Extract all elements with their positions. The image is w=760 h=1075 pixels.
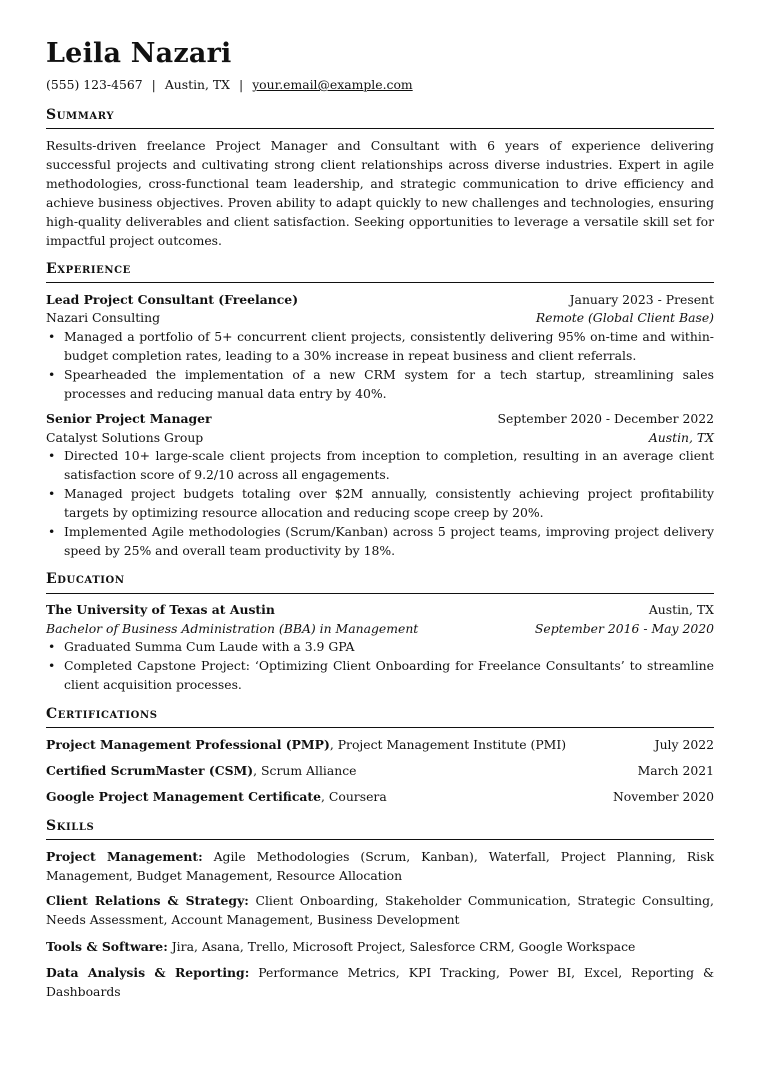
list-item [46, 327, 714, 365]
job-header [46, 290, 714, 309]
list-item [46, 656, 714, 694]
certification-date: November 2020 [612, 789, 714, 804]
certification-name: Project Management Professional (PMP) [46, 737, 330, 752]
section-divider [46, 282, 714, 283]
certification-row [46, 787, 714, 806]
school-name: The University of Texas at Austin [46, 602, 275, 617]
section-divider [46, 128, 714, 129]
certification-name: Google Project Management Certificate [46, 789, 321, 804]
skill-row [46, 937, 714, 956]
list-item [46, 637, 714, 656]
section-divider [46, 839, 714, 840]
section-title-experience: Experience [46, 261, 131, 277]
certification-row [46, 761, 714, 780]
skill-label: Data Analysis & Reporting: [46, 965, 250, 980]
bullet-text: Directed 10+ large-scale client projects from inception to completion, resulting in an average client satisfaction score of 9.2/10 across all engagements. [64, 448, 714, 482]
bullet-text: Managed project budgets totaling over $2M annually, consistently achieving project profitability targets by optimizing resource allocation and reducing scope creep by 20%. [64, 486, 714, 520]
section-title-skills: Skills [46, 818, 95, 834]
bullet-text: Spearheaded the implementation of a new CRM system for a tech startup, streamlining sales processes and reducing manual data entry by 40%. [64, 367, 714, 401]
section-divider [46, 727, 714, 728]
education-dates: September 2016 - May 2020 [534, 621, 714, 636]
candidate-name: Leila Nazari [46, 38, 232, 69]
certification-issuer: , Project Management Institute (PMI) [329, 737, 567, 752]
bullet-icon: • [48, 329, 56, 344]
job-location: Austin, TX [648, 430, 714, 445]
job-dates: September 2020 - December 2022 [497, 411, 714, 426]
certification-issuer: , Coursera [321, 789, 387, 804]
bullet-icon: • [48, 658, 56, 673]
skill-label: Tools & Software: [46, 939, 168, 954]
certification-issuer: , Scrum Alliance [253, 763, 357, 778]
job-company: Catalyst Solutions Group [46, 430, 204, 445]
contact-line [46, 77, 413, 92]
job-subheader [46, 428, 714, 447]
section-title-education: Education [46, 571, 125, 587]
certification-date: July 2022 [654, 737, 714, 752]
bullet-icon: • [48, 367, 56, 382]
phone-number: (555) 123-4567 [46, 77, 143, 92]
location: Austin, TX [164, 77, 230, 92]
job-title: Senior Project Manager [46, 411, 212, 426]
email-link[interactable]: your.email@example.com [252, 77, 413, 92]
bullet-text: Graduated Summa Cum Laude with a 3.9 GPA [64, 639, 355, 654]
certification-row [46, 735, 714, 754]
bullet-text: Completed Capstone Project: ‘Optimizing Client Onboarding for Freelance Consultants’ to streamline client acquisition processes. [64, 658, 714, 692]
education-header [46, 600, 714, 619]
skill-label: Project Management: [46, 849, 203, 864]
list-item [46, 522, 714, 560]
separator: | [151, 77, 156, 92]
bullet-icon: • [48, 524, 56, 539]
job-title: Lead Project Consultant (Freelance) [46, 292, 299, 307]
skill-value: Agile Methodologies (Scrum, Kanban), Waterfall, Project Planning, Risk Management, Budget Management, Resource Allocation [46, 849, 714, 883]
job-dates: January 2023 - Present [569, 292, 714, 307]
certification-name: Certified ScrumMaster (CSM) [46, 763, 254, 778]
skill-row [46, 891, 714, 929]
bullet-text: Implemented Agile methodologies (Scrum/Kanban) across 5 project teams, improving project delivery speed by 25% and overall team productivity by 18%. [64, 524, 714, 558]
summary-text: Results-driven freelance Project Manager and Consultant with 6 years of experience delivering successful projects and cultivating strong client relationships across diverse industries. Expert in agile methodologies, cross-functional team leadership, and strategic communication to drive efficiency and achieve business objectives. Proven ability to adapt quickly to new challenges and technologies, ensuring high-quality deliverables and client satisfaction. Seeking opportunities to leverage a versatile skill set for impactful project outcomes. [46, 138, 714, 248]
bullet-text: Managed a portfolio of 5+ concurrent client projects, consistently delivering 95% on-time and within-budget completion rates, leading to a 30% increase in repeat business and client referrals. [64, 329, 714, 363]
section-title-summary: Summary [46, 107, 115, 123]
job-company: Nazari Consulting [46, 310, 161, 325]
bullet-icon: • [48, 448, 56, 463]
skill-value: Performance Metrics, KPI Tracking, Power BI, Excel, Reporting & Dashboards [46, 965, 714, 999]
list-item [46, 365, 714, 403]
education-subheader [46, 619, 714, 638]
list-item [46, 484, 714, 522]
bullet-icon: • [48, 639, 56, 654]
list-item [46, 446, 714, 484]
degree: Bachelor of Business Administration (BBA) in Management [46, 621, 419, 636]
certification-date: March 2021 [637, 763, 714, 778]
skill-row [46, 963, 714, 1001]
skill-label: Client Relations & Strategy: [46, 893, 249, 908]
skill-value: Jira, Asana, Trello, Microsoft Project, Salesforce CRM, Google Workspace [167, 939, 636, 954]
job-subheader [46, 308, 714, 327]
skill-row [46, 847, 714, 885]
section-title-certifications: Certifications [46, 706, 158, 722]
skill-value: Client Onboarding, Stakeholder Communication, Strategic Consulting, Needs Assessment, Account Management, Business Development [46, 893, 714, 927]
separator: | [239, 77, 244, 92]
job-location: Remote (Global Client Base) [535, 310, 714, 325]
school-location: Austin, TX [648, 602, 714, 617]
section-divider [46, 593, 714, 594]
job-header [46, 409, 714, 428]
bullet-icon: • [48, 486, 56, 501]
